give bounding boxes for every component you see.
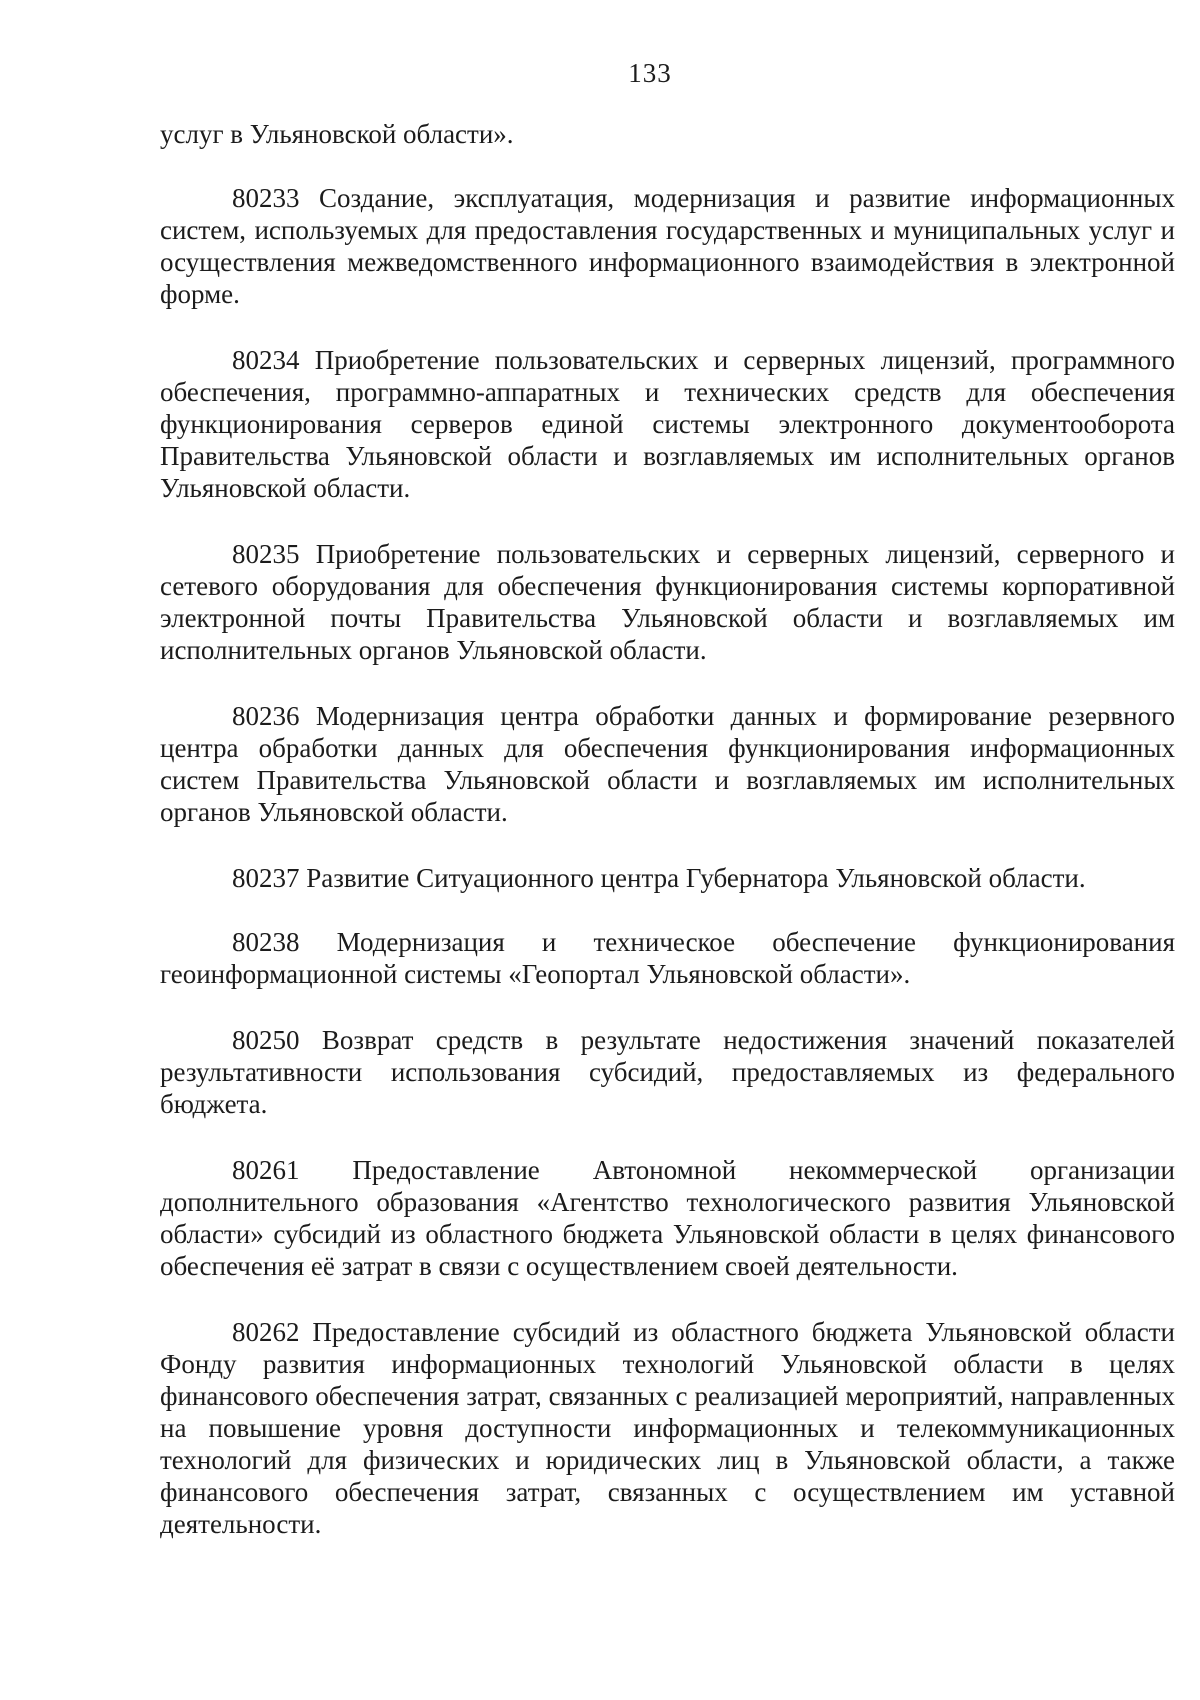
item-text: Модернизация и техническое обеспечение функционирования геоинформационной системы «Геопортал Ульяновской области». <box>160 927 1175 989</box>
paragraph-80238 <box>160 926 1175 990</box>
item-code: 80234 <box>232 345 300 375</box>
paragraph-80235 <box>160 538 1175 666</box>
item-text: Приобретение пользовательских и серверных лицензий, серверного и сетевого оборудования для обеспечения функционирования системы корпоративной электронной почты Правительства Ульяновской области и возглавляемых им исполнительных органов Ульяновской области. <box>160 539 1175 665</box>
paragraph-80262 <box>160 1316 1175 1540</box>
item-text: Приобретение пользовательских и серверных лицензий, программного обеспечения, программно-аппаратных и технических средств для обеспечения функционирования серверов единой системы электронного документооборота Правительства Ульяновской области и возглавляемых им исполнительных органов Ульяновской области. <box>160 345 1175 503</box>
item-code: 80262 <box>232 1317 300 1347</box>
paragraph-80261 <box>160 1154 1175 1282</box>
item-text: Предоставление Автономной некоммерческой организации дополнительного образования «Агентство технологического развития Ульяновской области» субсидий из областного бюджета Ульяновской области в целях финансового обеспечения её затрат в связи с осуществлением своей деятельности. <box>160 1155 1175 1281</box>
item-text: Модернизация центра обработки данных и формирование резервного центра обработки данных для обеспечения функционирования информационных систем Правительства Ульяновской области и возглавляемых им исполнительных органов Ульяновской области. <box>160 701 1175 827</box>
continuation-paragraph: услуг в Ульяновской области». <box>160 119 514 149</box>
paragraph-80250 <box>160 1024 1175 1120</box>
item-code: 80237 <box>232 863 300 893</box>
item-code: 80238 <box>232 927 300 957</box>
paragraph-80236 <box>160 700 1175 828</box>
item-code: 80233 <box>232 183 300 213</box>
item-text: Создание, эксплуатация, модернизация и развитие информационных систем, используемых для предоставления государственных и муниципальных услуг и осуществления межведомственного информационного взаимодействия в электронной форме. <box>160 183 1175 309</box>
paragraph-80234 <box>160 344 1175 504</box>
paragraph-80233 <box>160 182 1175 310</box>
document-body <box>160 118 1175 1574</box>
item-text: Развитие Ситуационного центра Губернатора Ульяновской области. <box>306 863 1086 893</box>
item-code: 80235 <box>232 539 300 569</box>
item-code: 80261 <box>232 1155 300 1185</box>
item-text: Возврат средств в результате недостижения значений показателей результативности использования субсидий, предоставляемых из федерального бюджета. <box>160 1025 1176 1119</box>
item-text: Предоставление субсидий из областного бюджета Ульяновской области Фонду развития информационных технологий Ульяновской области в целях финансового обеспечения затрат, связанных с реализацией мероприятий, направленных на повышение уровня доступности информационных и телекоммуникационных технологий для физических и юридических лиц в Ульяновской области, а также финансового обеспечения затрат, связанных с осуществлением им уставной деятельности. <box>160 1317 1176 1539</box>
paragraph-80237 <box>160 862 1175 894</box>
page-number: 133 <box>628 58 672 88</box>
item-code: 80236 <box>232 701 300 731</box>
item-code: 80250 <box>232 1025 300 1055</box>
